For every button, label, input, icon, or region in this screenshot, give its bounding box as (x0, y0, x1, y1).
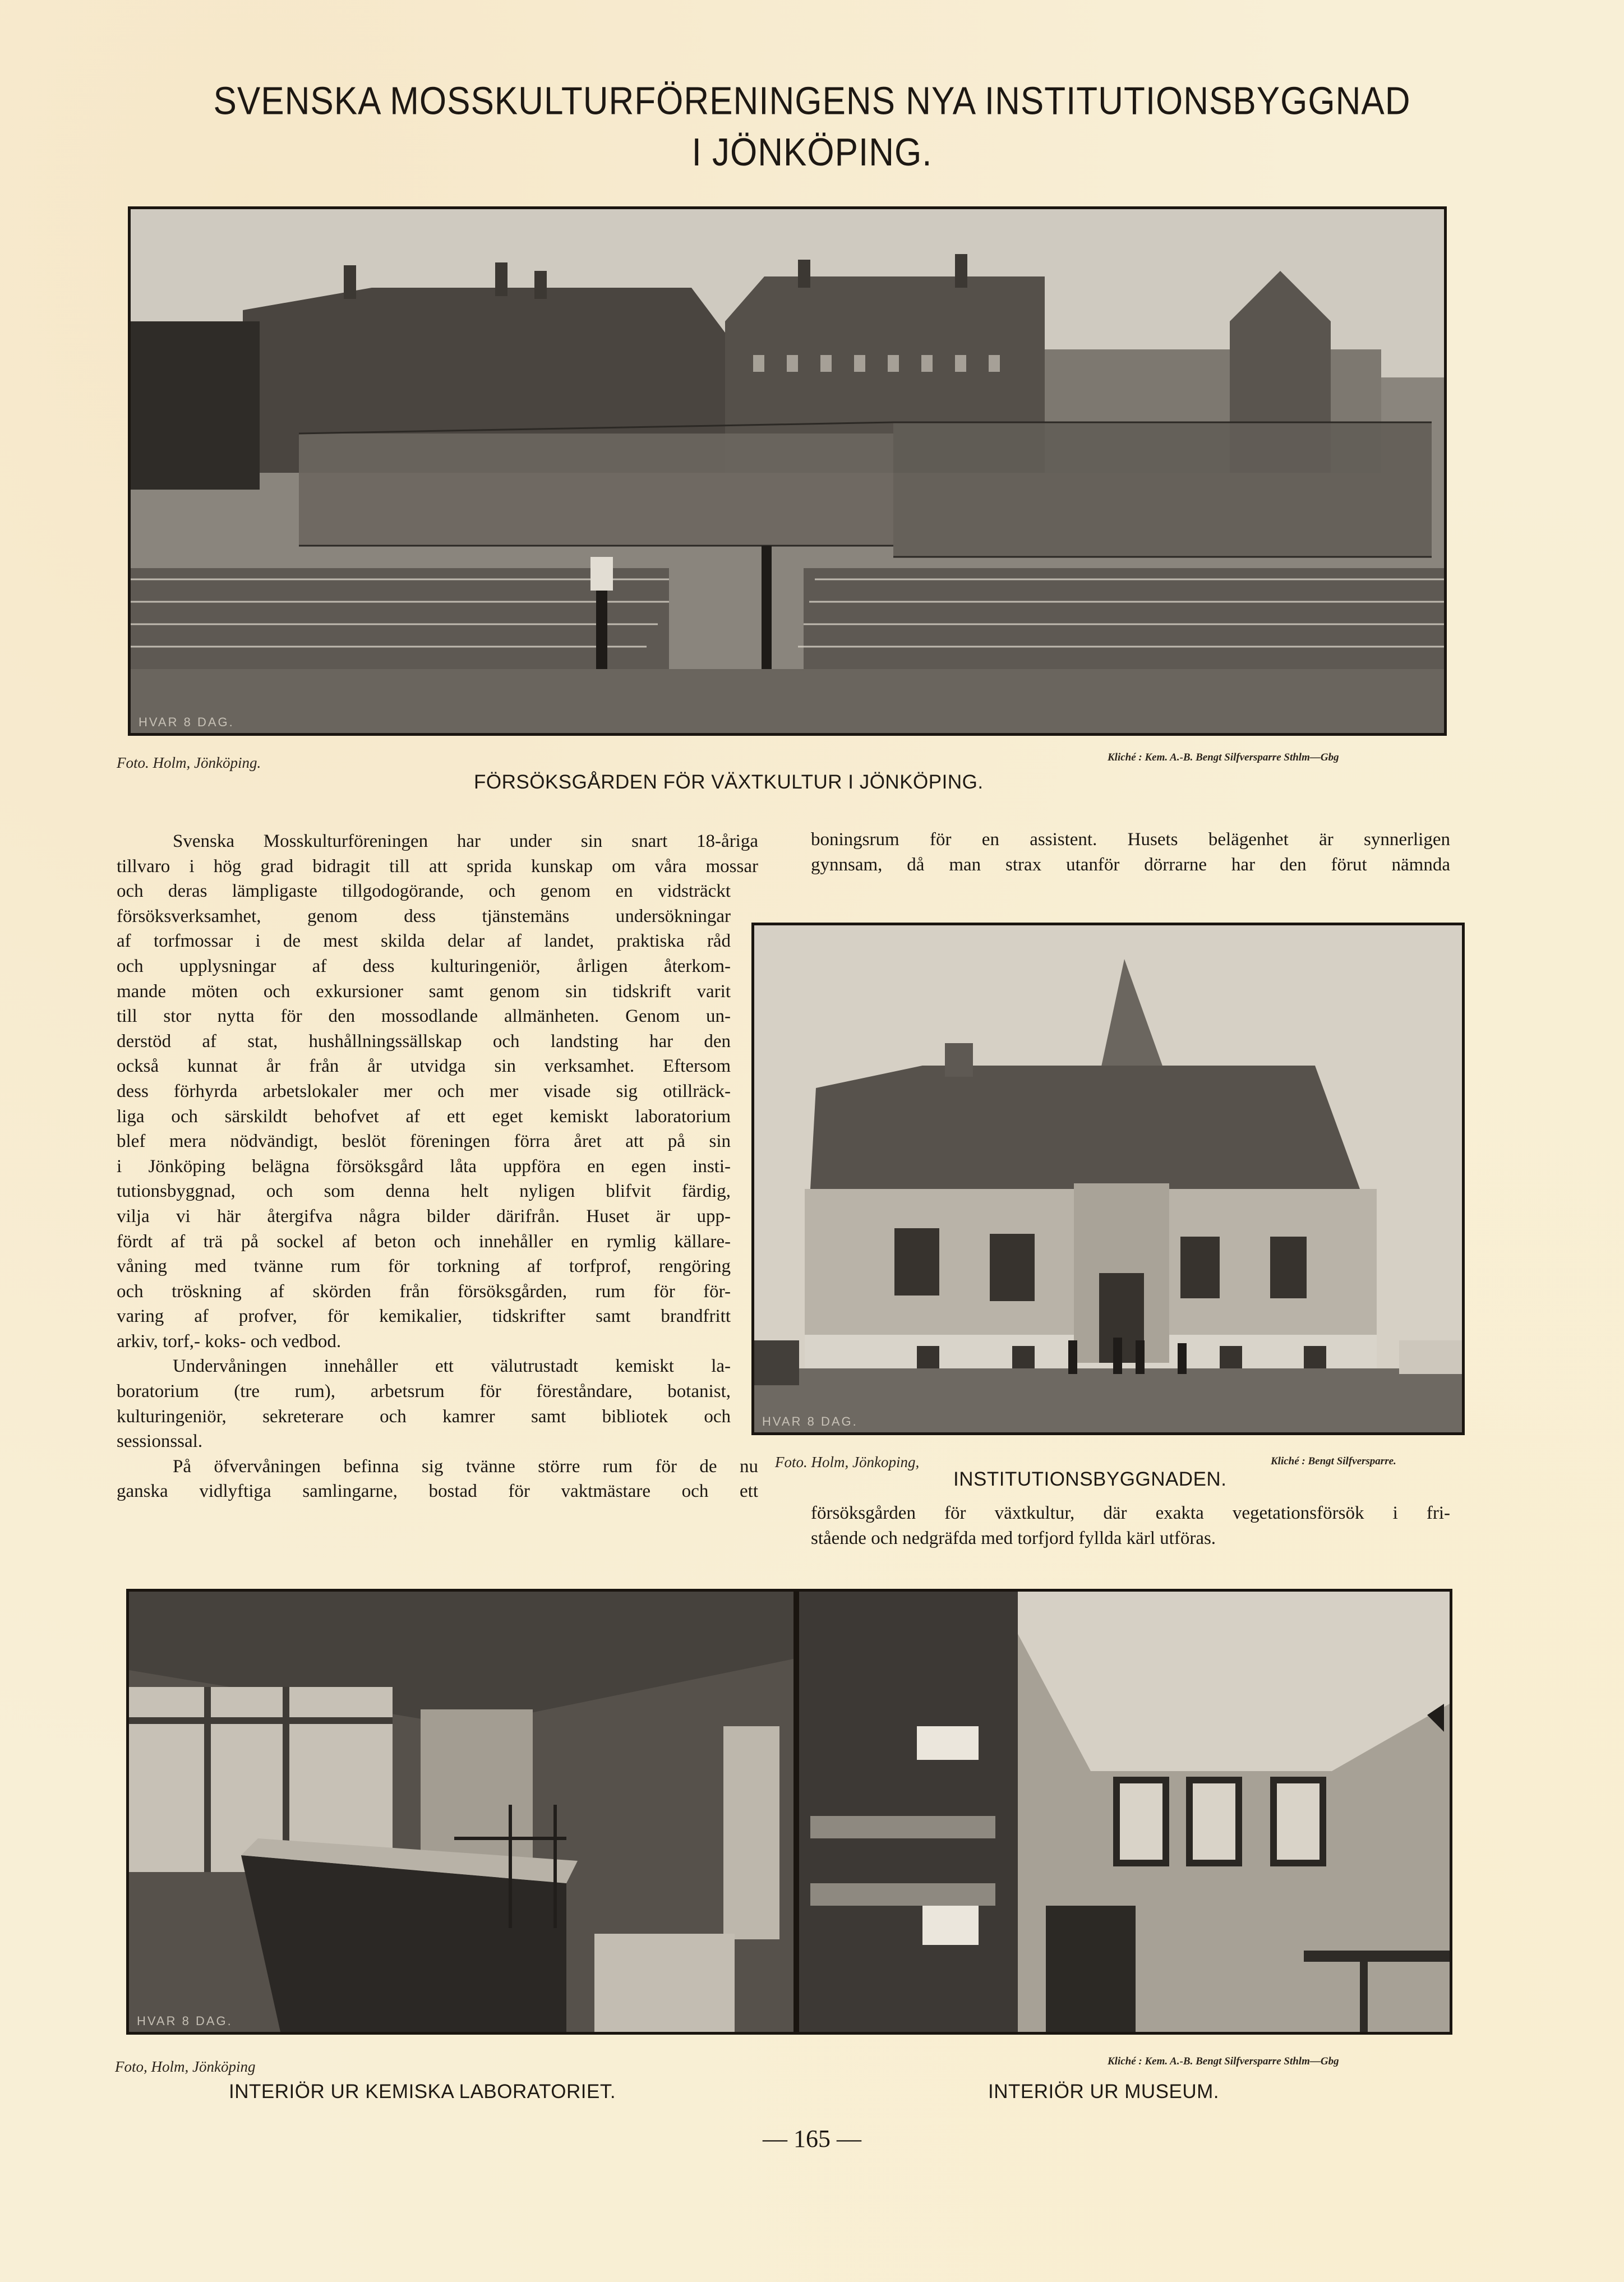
text-line: också kunnat år från år utvidga sin verksamhet. Eftersom (117, 1056, 731, 1077)
laboratory-illustration (129, 1592, 793, 2032)
photo-institution-building (751, 923, 1465, 1435)
text-line: blef mera nödvändigt, beslöt föreningen förra året att på sin (117, 1131, 731, 1152)
text-line: i Jönköping belägna försöksgård låta uppföra en egen insti- (117, 1156, 731, 1177)
text-line: liga och särskildt behofvet af ett eget kemiskt laboratorium (117, 1106, 731, 1127)
photo-watermark: HVAR 8 DAG. (137, 2014, 233, 2028)
article-left-column (117, 829, 758, 1504)
text-line: och upplysningar af dess kulturingeniör, årligen återkom- (117, 956, 731, 976)
photo-experimental-garden (128, 206, 1447, 736)
text-line: boratorium (tre rum), arbetsrum för föreståndare, botanist, (117, 1381, 731, 1402)
text-line: tillvaro i hög grad bidragit till att sprida kunskap om våra mossar (117, 856, 758, 877)
text-line: kulturingeniör, sekreterare och kamrer samt bibliotek och (117, 1406, 731, 1427)
text-line: tutionsbyggnad, och som denna helt nyligen blifvit färdig, (117, 1181, 731, 1202)
building-illustration (754, 925, 1462, 1432)
cliche-credit-museum: Kliché : Kem. A.-B. Bengt Silfversparre Sthlm—Gbg (1108, 2055, 1339, 2067)
garden-illustration (131, 209, 1444, 733)
cliche-credit-garden: Kliché : Kem. A.-B. Bengt Silfversparre Sthlm—Gbg (1108, 752, 1339, 763)
page-title (0, 76, 1624, 179)
article-right-column-top (811, 827, 1450, 877)
title-line-2: I JÖNKÖPING. (691, 131, 933, 174)
page-number: — 165 — (763, 2125, 861, 2152)
title-line-1: SVENSKA MOSSKULTURFÖRENINGENS NYA INSTITUTIONSBYGGNAD (213, 79, 1411, 123)
text-line: gynnsam, då man strax utanför dörrarne har den förut nämnda (811, 854, 1450, 875)
caption-garden: FÖRSÖKSGÅRDEN FÖR VÄXTKULTUR I JÖNKÖPING. (474, 771, 984, 793)
caption-museum: INTERIÖR UR MUSEUM. (988, 2081, 1219, 2103)
text-line: och deras lämpligaste tillgodogörande, och genom en vidsträckt (117, 881, 731, 902)
text-line: derstöd af stat, hushållningssällskap och landsting har den (117, 1031, 731, 1052)
photo-watermark: HVAR 8 DAG. (139, 715, 234, 729)
text-line: vilja vi här återgifva några bilder därifrån. Huset är upp- (117, 1206, 731, 1227)
text-line: ganska vidlyftiga samlingarne, bostad för vaktmästare och ett (117, 1481, 758, 1502)
text-line: fördt af trä på sockel af beton och innehåller en rymlig källare- (117, 1231, 731, 1252)
text-line: och tröskning af skörden från försöksgården, rum för för- (117, 1281, 731, 1302)
text-line: arkiv, torf,- koks- och vedbod. (117, 1331, 342, 1352)
photo-chemical-laboratory (126, 1589, 796, 2035)
text-line: Undervåningen innehåller ett välutrustadt kemiskt la- (173, 1356, 731, 1377)
text-line: boningsrum för en assistent. Husets belägenhet är synnerligen (811, 829, 1450, 850)
article-right-column-bottom (811, 1501, 1450, 1551)
text-line: stående och nedgräfda med torfjord fyllda kärl utföras. (811, 1528, 1216, 1548)
caption-building: INSTITUTIONSBYGGNADEN. (953, 1468, 1227, 1490)
text-line: På öfvervåningen befinna sig tvänne större rum för de nu (173, 1456, 758, 1477)
photo-museum-interior (796, 1589, 1452, 2035)
text-line: mande möten och exkursioner samt genom sin tidskrift varit (117, 981, 731, 1002)
text-line: Svenska Mosskulturföreningen har under sin snart 18-åriga (173, 831, 758, 851)
photo-watermark: HVAR 8 DAG. (762, 1414, 858, 1428)
cliche-credit-building: Kliché : Bengt Silfversparre. (1271, 1455, 1396, 1467)
text-line: dess förhyrda arbetslokaler mer och mer visade sig otillräck- (117, 1081, 731, 1101)
text-line: försöksgården för växtkultur, där exakta vegetationsförsök i fri- (811, 1503, 1450, 1523)
caption-laboratory: INTERIÖR UR KEMISKA LABORATORIET. (229, 2081, 616, 2103)
text-line: försöksverksamhet, genom dess tjänstemäns undersökningar (117, 906, 731, 926)
text-line: varing af profver, för kemikalier, tidskrifter samt brandfritt (117, 1306, 731, 1327)
text-line: våning med tvänne rum för torkning af torfprof, rengöring (117, 1256, 731, 1277)
photo-credit-building: Foto. Holm, Jönkoping, (775, 1454, 920, 1470)
text-line: sessionssal. (117, 1431, 203, 1452)
text-line: af torfmossar i de mest skilda delar af landet, praktiska råd (117, 931, 731, 952)
photo-credit-laboratory: Foto, Holm, Jönköping (115, 2058, 256, 2075)
text-line: till stor nytta för den mossodlande allmänheten. Genom un- (117, 1006, 731, 1027)
museum-illustration (799, 1592, 1450, 2032)
photo-credit-garden: Foto. Holm, Jönköping. (117, 754, 261, 771)
